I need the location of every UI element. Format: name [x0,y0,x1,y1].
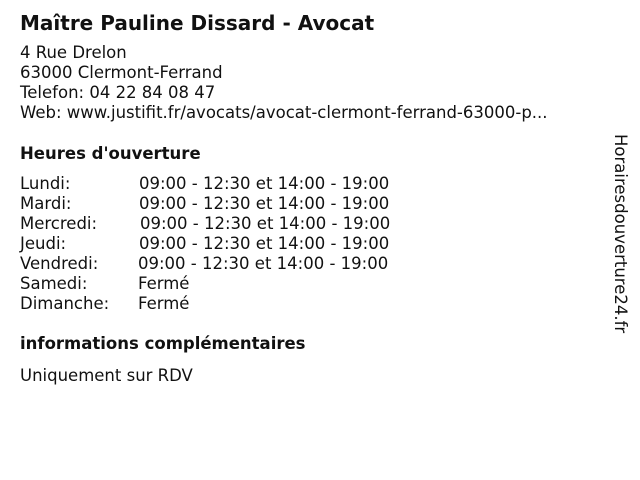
day-label: Mardi: [20,194,72,213]
phone-number: Telefon: 04 22 84 08 47 [20,83,216,102]
business-title: Maître Pauline Dissard - Avocat [20,11,375,35]
additional-info-heading: informations complémentaires [20,334,306,353]
day-label: Mercredi: [20,214,98,233]
site-watermark: Horairesdouverture24.fr [611,134,630,334]
day-label: Dimanche: [20,294,110,313]
day-hours: 09:00 - 12:30 et 14:00 - 19:00 [138,254,389,273]
day-hours: Fermé [138,274,190,293]
day-label: Lundi: [20,174,71,193]
opening-hours-heading: Heures d'ouverture [20,144,201,163]
day-hours: 09:00 - 12:30 et 14:00 - 19:00 [139,194,390,213]
day-label: Vendredi: [20,254,99,273]
website-link[interactable]: Web: www.justifit.fr/avocats/avocat-clermont-ferrand-63000-p... [20,103,548,122]
day-label: Samedi: [20,274,88,293]
day-hours: 09:00 - 12:30 et 14:00 - 19:00 [140,214,391,233]
day-label: Jeudi: [20,234,67,253]
city-address: 63000 Clermont-Ferrand [20,63,223,82]
day-hours: Fermé [138,294,190,313]
contact-block [20,43,548,123]
street-address: 4 Rue Drelon [20,43,127,62]
day-hours: 09:00 - 12:30 et 14:00 - 19:00 [139,174,390,193]
additional-info-text: Uniquement sur RDV [20,366,193,385]
day-hours: 09:00 - 12:30 et 14:00 - 19:00 [139,234,390,253]
